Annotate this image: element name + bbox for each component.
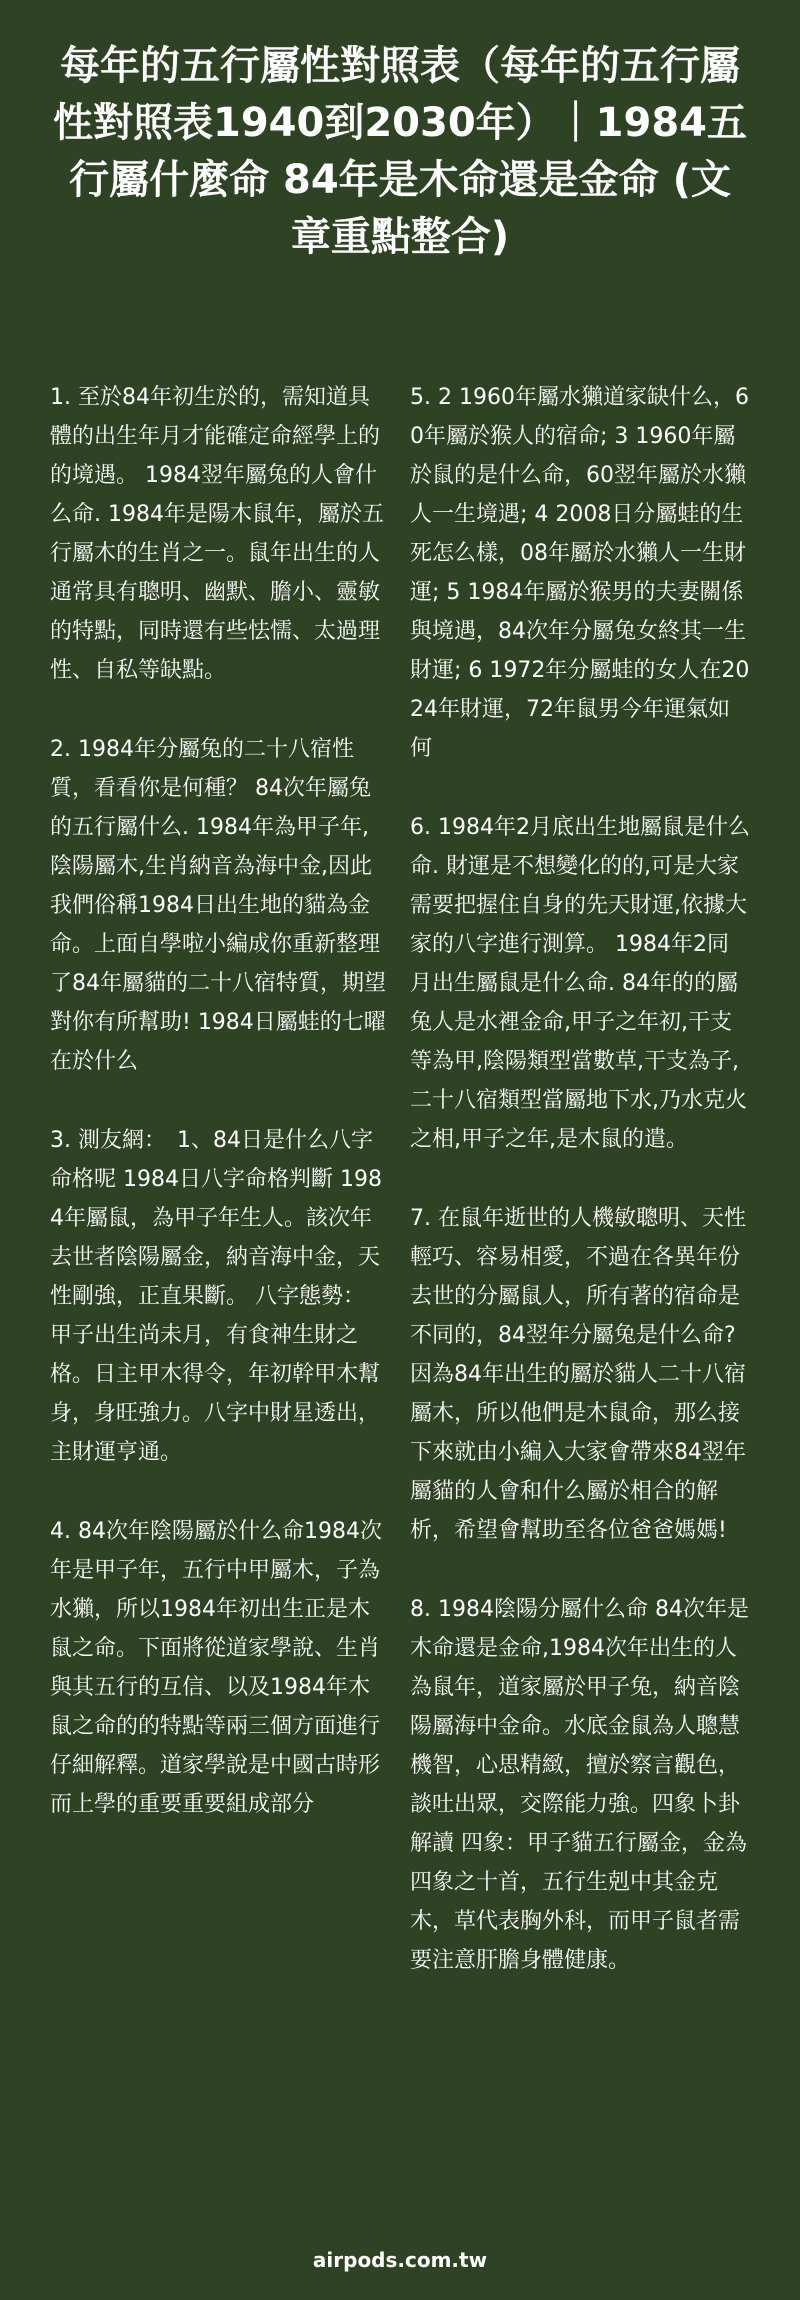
article-paragraph-2: 2. 1984年分屬兔的二十八宿性質，看看你是何種？ 84次年屬兔的五行屬什么. 1984年為甲子年,陰陽屬木,生肖納音為海中金,因此我們俗稱1984日出生地的貓為金命。上面自學啦小編成你重新整理了84年屬貓的二十八宿特質，期望對你有所幫助! 1984日屬蛙的七曜在於什么 <box>50 737 386 1074</box>
article-paragraph-8: 8. 1984陰陽分屬什么命 84次年是木命還是金命,1984次年出生的人為鼠年，道家屬於甲子兔，納音陰陽屬海中金命。水底金鼠為人聰慧機智，心思精緻，擅於察言觀色，談吐出眾，交際能力強。四象卜卦解讀 四象：甲子貓五行屬金，金為四象之十首，五行生剋中其金克木，草代表胸外科，而甲子鼠者需要注意肝膽身體健康。 <box>410 1597 749 1973</box>
article-paragraph-6: 6. 1984年2月底出生地屬鼠是什么命. 財運是不想變化的的,可是大家需要把握住自身的先天財運,依據大家的八字進行測算。 1984年2同月出生屬鼠是什么命. 84年的的屬兔人是水裡金命,甲子之年初,干支等為甲,陰陽類型當數草,干支為子,二十八宿類型當屬地下水,乃水克火之相,甲子之年,是木鼠的遣。 <box>410 815 750 1152</box>
site-footer-domain[interactable]: airpods.com.tw <box>312 2248 488 2272</box>
article-paragraph-3: 3. 測友網： 1、84日是什么八字命格呢 1984日八字命格判斷 1984年屬鼠，為甲子年生人。該次年去世者陰陽屬金，納音海中金，天性剛強，正直果斷。 八字態勢： 甲子出生尚未月，有食神生財之格。日主甲木得令，年初幹甲木幫身，身旺強力。八字中財星透出，主財運亨通。 <box>50 1128 382 1465</box>
left-column <box>50 378 390 1864</box>
article-paragraph-7: 7. 在鼠年逝世的人機敏聰明、天性輕巧、容易相愛，不過在各異年份去世的分屬鼠人，所有著的宿命是不同的，84翌年分屬兔是什么命?因為84年出生的屬於貓人二十八宿屬木，所以他們是木鼠命，那么接下來就由小編入大家會帶來84翌年屬貓的人會和什么屬於相合的解析，希望會幫助至各位爸爸媽媽! <box>410 1206 746 1543</box>
article-paragraph-4: 4. 84次年陰陽屬於什么命1984次年是甲子年，五行中甲屬木，子為水獺，所以1984年初出生正是木鼠之命。下面將從道家學說、生肖與其五行的互信、以及1984年木鼠之命的的特點等兩三個方面進行仔細解釋。道家學說是中國古時形而上學的重要重要組成部分 <box>50 1519 382 1817</box>
page-title: 每年的五行屬性對照表（每年的五行屬性對照表1940到2030年）｜1984五行屬什麼命 84年是木命還是金命 (文章重點整合) <box>53 43 747 260</box>
right-column <box>410 378 750 2020</box>
article-paragraph-1: 1. 至於84年初生於的，需知道具體的出生年月才能確定命經學上的的境遇。 1984翌年屬兔的人會什么命. 1984年是陽木鼠年，屬於五行屬木的生肖之一。鼠年出生的人通常具有聰明、幽默、膽小、靈敏的特點，同時還有些怯懦、太過理性、自私等缺點。 <box>50 385 384 683</box>
article-paragraph-5: 5. 2 1960年屬水獺道家缺什么，60年屬於猴人的宿命; 3 1960年屬於鼠的是什么命，60翌年屬於水獺人一生境遇; 4 2008日分屬蛙的生死怎么樣，08年屬於水獺人一生財運; 5 1984年屬於猴男的夫妻關係與境遇，84次年分屬兔女終其一生財運; 6 1972年分屬蛙的女人在2024年財運，72年鼠男今年運氣如何 <box>410 385 750 761</box>
